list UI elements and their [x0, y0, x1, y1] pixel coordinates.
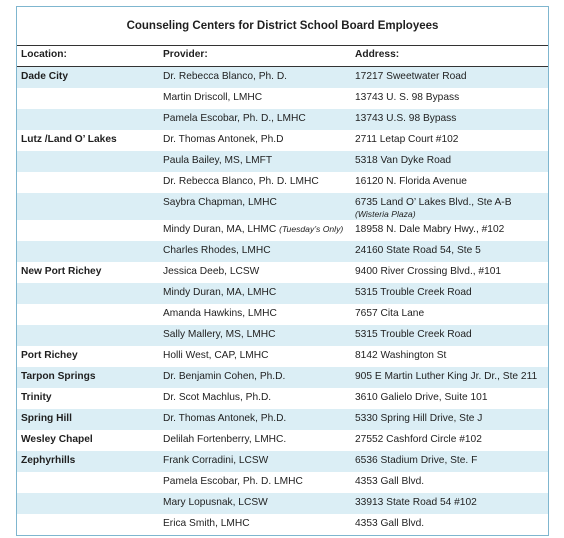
table-row	[17, 88, 548, 109]
provider-name: Dr. Benjamin Cohen, Ph.D.	[163, 371, 286, 382]
address-cell	[355, 308, 424, 319]
table-row	[17, 472, 548, 493]
provider-cell	[163, 518, 250, 529]
table-row	[17, 325, 548, 346]
provider-cell	[163, 413, 286, 424]
provider-cell	[163, 113, 306, 124]
table-row	[17, 193, 548, 220]
provider-cell	[163, 455, 268, 466]
provider-cell	[163, 350, 269, 361]
table-row	[17, 130, 548, 151]
provider-cell	[163, 197, 277, 208]
header-provider: Provider:	[163, 49, 208, 60]
address-cell	[355, 113, 456, 124]
address-text: 13743 U. S. 98 Bypass	[355, 92, 460, 103]
address-text: 13743 U.S. 98 Bypass	[355, 113, 457, 124]
location-cell: Lutz /Land O’ Lakes	[21, 134, 117, 145]
address-text: 18958 N. Dale Mabry Hwy., #102	[355, 224, 505, 235]
location-cell: Wesley Chapel	[21, 434, 93, 445]
address-cell	[355, 434, 482, 445]
provider-cell	[163, 134, 283, 145]
location-cell: Tarpon Springs	[21, 371, 96, 382]
provider-cell	[163, 266, 259, 277]
address-cell	[355, 176, 467, 187]
location-cell: Trinity	[21, 392, 52, 403]
header-row	[17, 45, 548, 67]
provider-name: Dr. Thomas Antonek, Ph.D	[163, 134, 284, 145]
provider-cell	[163, 245, 271, 256]
provider-cell	[163, 497, 268, 508]
provider-cell	[163, 287, 276, 298]
address-cell	[355, 197, 512, 219]
provider-name: Mary Lopusnak, LCSW	[163, 497, 268, 508]
address-cell	[355, 350, 446, 361]
address-cell	[355, 224, 504, 235]
provider-name: Jessica Deeb, LCSW	[163, 266, 260, 277]
address-text: 16120 N. Florida Avenue	[355, 176, 467, 187]
address-text: 905 E Martin Luther King Jr. Dr., Ste 211	[355, 371, 538, 382]
provider-name: Dr. Rebecca Blanco, Ph. D. LMHC	[163, 176, 319, 187]
location-cell: New Port Richey	[21, 266, 102, 277]
provider-name: Pamela Escobar, Ph. D. LMHC	[163, 476, 303, 487]
table-row	[17, 220, 548, 241]
provider-cell	[163, 155, 272, 166]
counseling-centers-table	[16, 6, 549, 536]
table-row	[17, 151, 548, 172]
provider-name: Pamela Escobar, Ph. D., LMHC	[163, 113, 306, 124]
address-text: 4353 Gall Blvd.	[355, 476, 425, 487]
provider-name: Erica Smith, LMHC	[163, 518, 250, 529]
table-row	[17, 346, 548, 367]
table-body	[17, 67, 548, 535]
provider-name: Martin Driscoll, LMHC	[163, 92, 263, 103]
address-cell	[355, 245, 481, 256]
location-cell: Port Richey	[21, 350, 78, 361]
provider-cell	[163, 308, 277, 319]
provider-name: Dr. Thomas Antonek, Ph.D.	[163, 413, 287, 424]
address-cell	[355, 518, 424, 529]
address-text: 8142 Washington St	[355, 350, 447, 361]
table-row	[17, 172, 548, 193]
address-text: 5318 Van Dyke Road	[355, 155, 452, 166]
table-row	[17, 262, 548, 283]
address-cell	[355, 266, 501, 277]
provider-name: Saybra Chapman, LMHC	[163, 197, 277, 208]
provider-name: Charles Rhodes, LMHC	[163, 245, 271, 256]
address-cell	[355, 329, 472, 340]
address-text: 7657 Cita Lane	[355, 308, 425, 319]
provider-name: Dr. Rebecca Blanco, Ph. D.	[163, 71, 288, 82]
address-cell	[355, 92, 459, 103]
provider-cell	[163, 371, 285, 382]
table-row	[17, 241, 548, 262]
address-note: (Wisteria Plaza)	[355, 209, 416, 219]
address-cell	[355, 497, 477, 508]
provider-cell	[163, 434, 286, 445]
address-cell	[355, 287, 472, 298]
address-text: 33913 State Road 54 #102	[355, 497, 477, 508]
address-cell	[355, 371, 537, 382]
address-text: 3610 Galielo Drive, Suite 101	[355, 392, 488, 403]
provider-cell	[163, 176, 319, 187]
table-row	[17, 304, 548, 325]
address-text: 9400 River Crossing Blvd., #101	[355, 266, 502, 277]
provider-cell	[163, 392, 271, 403]
address-text: 5315 Trouble Creek Road	[355, 329, 472, 340]
address-text: 27552 Cashford Circle #102	[355, 434, 482, 445]
table-row	[17, 367, 548, 388]
provider-name: Dr. Scot Machlus, Ph.D.	[163, 392, 272, 403]
table-row	[17, 493, 548, 514]
table-row	[17, 388, 548, 409]
location-cell: Zephyrhills	[21, 455, 76, 466]
address-cell	[355, 392, 488, 403]
address-cell	[355, 413, 482, 424]
address-cell	[355, 71, 467, 82]
address-cell	[355, 476, 424, 487]
table-row	[17, 451, 548, 472]
address-text: 6536 Stadium Drive, Ste. F	[355, 455, 478, 466]
table-title: Counseling Centers for District School Board Employees	[126, 20, 439, 32]
address-cell	[355, 155, 451, 166]
header-address: Address:	[355, 49, 400, 60]
provider-name: Amanda Hawkins, LMHC	[163, 308, 277, 319]
provider-cell	[163, 476, 303, 487]
address-text: 4353 Gall Blvd.	[355, 518, 425, 529]
address-text: 17217 Sweetwater Road	[355, 71, 467, 82]
provider-name: Mindy Duran, MA, LMHC	[163, 287, 277, 298]
address-cell	[355, 134, 458, 145]
provider-name: Delilah Fortenberry, LMHC.	[163, 434, 287, 445]
provider-name: Sally Mallery, MS, LMHC	[163, 329, 276, 340]
header-location: Location:	[21, 49, 67, 60]
provider-name: Holli West, CAP, LMHC	[163, 350, 269, 361]
address-cell	[355, 455, 477, 466]
table-row	[17, 409, 548, 430]
provider-name: Mindy Duran, MA, LHMC	[163, 224, 277, 235]
table-row	[17, 514, 548, 535]
provider-cell	[163, 329, 275, 340]
provider-cell	[163, 224, 343, 235]
address-text: 24160 State Road 54, Ste 5	[355, 245, 481, 256]
address-text: 2711 Letap Court #102	[355, 134, 459, 145]
table-row	[17, 109, 548, 130]
table-row	[17, 430, 548, 451]
address-text: 6735 Land O’ Lakes Blvd., Ste A-B	[355, 197, 512, 208]
provider-note: (Tuesday’s Only)	[279, 224, 344, 234]
address-text: 5330 Spring Hill Drive, Ste J	[355, 413, 483, 424]
address-text: 5315 Trouble Creek Road	[355, 287, 472, 298]
table-row	[17, 67, 548, 88]
provider-name: Frank Corradini, LCSW	[163, 455, 269, 466]
location-cell: Spring Hill	[21, 413, 72, 424]
provider-cell	[163, 92, 262, 103]
provider-cell	[163, 71, 287, 82]
table-row	[17, 283, 548, 304]
location-cell: Dade City	[21, 71, 68, 82]
provider-name: Paula Bailey, MS, LMFT	[163, 155, 273, 166]
